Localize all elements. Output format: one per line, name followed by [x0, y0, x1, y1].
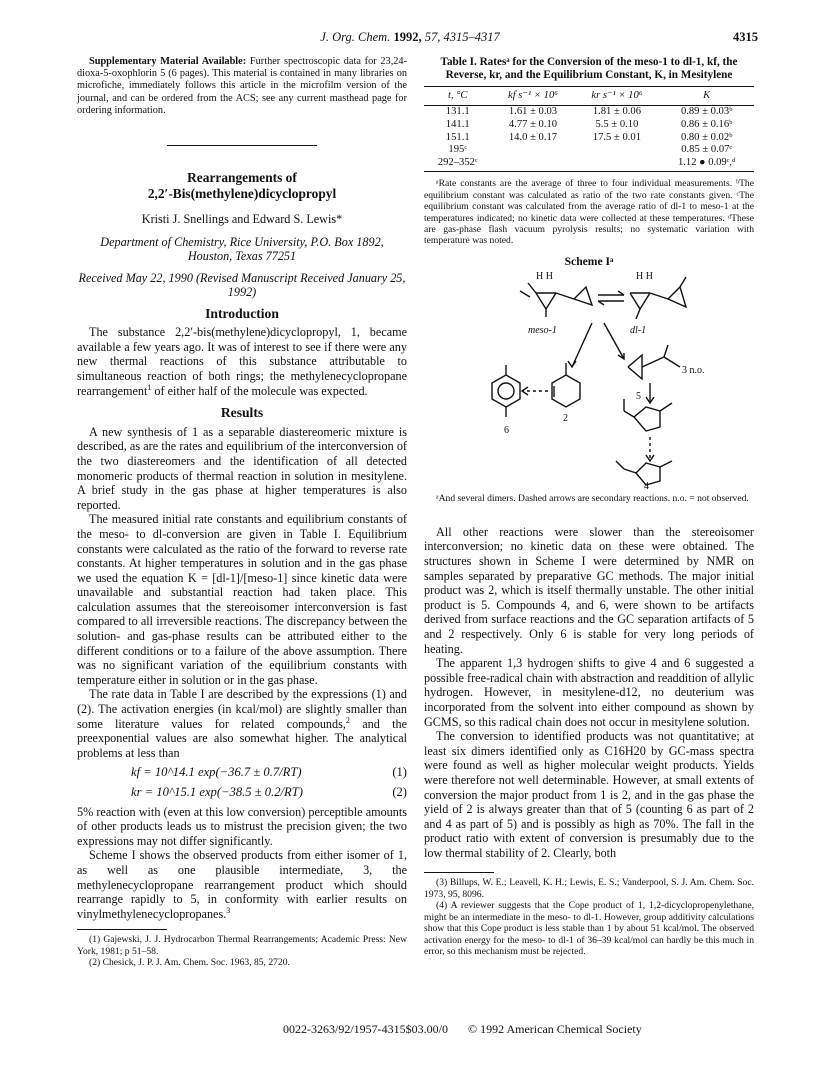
left-column — [77, 56, 407, 969]
journal-citation — [0, 30, 820, 45]
table-cell — [575, 157, 660, 172]
arrow-to-2 — [572, 323, 592, 367]
arrow-to-3 — [604, 323, 624, 359]
equation-1 — [77, 765, 407, 780]
scheme-label-hh-dl: H H — [636, 271, 653, 283]
introduction-heading: Introduction — [205, 305, 279, 321]
table-cell: 1.12 ● 0.09ᶜ,ᵈ — [659, 157, 754, 172]
table-row — [424, 144, 754, 157]
table-header-cell: t, °C — [424, 86, 491, 106]
table-cell — [491, 157, 574, 172]
equation-2-number: (2) — [392, 785, 407, 800]
equation-1-text: kf = 10^14.1 exp(−36.7 ± 0.7/RT) — [131, 765, 302, 780]
table-cell — [575, 144, 660, 157]
scheme-label-meso-1: meso-1 — [528, 325, 557, 337]
results-paragraph-5 — [77, 848, 407, 921]
equation-1-number: (1) — [392, 765, 407, 780]
table-cell: 131.1 — [445, 106, 470, 118]
introduction-paragraph — [77, 325, 407, 398]
footer-copyright: © 1992 American Chemical Society — [468, 1022, 642, 1036]
equation-2-text: kr = 10^15.1 exp(−38.5 ± 0.2/RT) — [131, 785, 303, 800]
table-cell: 141.1 — [445, 119, 470, 130]
scheme-drawing — [424, 271, 754, 491]
scheme-label-4: 4 — [644, 481, 649, 492]
results-paragraph-2: The measured initial rate constants and equilibrium constants of the meso- to dl-conversion are given in Table I. Equilibrium constants were calculated as the ratio of the forward to reverse rate constants. At higher temperatures in solution and in the gas phase we used the equation K = [dl-1]/[meso-1] since kinetic data were unavailable and substantial reaction had taken place. This calculation assumes that the stereoisomer interconversion is fast compared to all irreversible reactions. The discrepancy between the solution- and gas-phase results can be attributed either to the different conditions or to a failure of the above assumption. There was no significant variation of the equilibrium constants with temperature either in solution or in the gas phase. — [77, 512, 407, 687]
table-cell — [491, 144, 574, 157]
table-footnote: ᵃRate constants are the average of three to four individual measurements. ᵇThe equilibrium constant was calculated as ratio of the two rate constants given. ᶜThe equilibrium constant was calculated from the average ratio of dl-1 to meso-1 at the temperatures indicated; no kinetic data were collected at these temperatures. ᵈThese are gas-phase flash vacuum pyrolysis results; no systematic variation with temperature was noted. — [424, 178, 754, 247]
discussion-paragraph-1: All other reactions were slower than the stereoisomer interconversion; no kinetic data on these were obtained. The structures shown in Scheme I were determined by NMR on samples separated by preparative GC methods. The major initial product was 2, which is itself thermally unstable. The other initial product is 5. Compounds 4, and 6, were shown to be artifacts derived from surface reactions and the GC separation artifacts of 5 and 2 respectively. Only 6 is stable for very long periods of heating. — [424, 524, 754, 656]
table-cell: 195ᶜ — [448, 144, 468, 156]
scheme-title: Scheme Iᵃ — [564, 254, 614, 268]
rate-table — [424, 86, 754, 173]
results-paragraph-4: 5% reaction with (even at this low conversion) perceptible amounts of other products leads us to mistrust the precision given; the two expressions may not differ significantly. — [77, 804, 407, 848]
running-header — [0, 30, 820, 48]
article-received: Received May 22, 1990 (Revised Manuscript Received January 25, 1992) — [78, 270, 406, 299]
footnote-1: (1) Gajewski, J. J. Hydrocarbon Thermal Rearrangements; Academic Press: New York, 1981; p 51–58. — [77, 934, 407, 957]
results-p3-end: and the preexponential values are also somewhat higher. The analytical problems at less than — [77, 716, 407, 760]
table-row — [424, 157, 754, 172]
article-title-line2: 2,2′-Bis(methylene)dicyclopropyl — [147, 186, 337, 202]
table-caption: Table I. Ratesᵃ for the Conversion of the meso-1 to dl-1, kf, the Reverse, kr, and the Equilibrium Constant, K, in Mesitylene — [440, 56, 738, 82]
journal-volume: 57, — [424, 30, 441, 44]
table-row — [424, 119, 754, 132]
footnote-rule-right — [424, 872, 494, 873]
scheme-label-dl-1: dl-1 — [630, 325, 647, 337]
compound-5-structure — [624, 399, 672, 431]
results-p3-ref: 2 — [345, 715, 350, 725]
article-affiliation: Department of Chemistry, Rice University, P.O. Box 1892, Houston, Texas 77251 — [100, 234, 384, 263]
table-cell: 0.89 ± 0.03ᵇ — [680, 106, 733, 118]
table-row — [424, 106, 754, 119]
footnote-rule-left — [77, 929, 167, 930]
results-p5-ref: 3 — [226, 905, 231, 915]
scheme-label-5: 5 — [636, 391, 641, 403]
equation-2 — [77, 785, 407, 800]
table-cell: 1.81 ± 0.06 — [592, 106, 642, 118]
table-cell: 1.61 ± 0.03 — [508, 106, 558, 118]
scheme-label-6: 6 — [504, 425, 509, 437]
table-cell: 292–352ᶜ — [424, 157, 491, 172]
intro-text: The substance 2,2′-bis(methylene)dicyclopropyl, 1, became available a few years ago. It was of interest to see if there were any new thermal reactions of this substance attributable to simultaneous reaction of both rings; the methylenecyclopropane rearrangement — [77, 325, 407, 398]
table-cell: 0.85 ± 0.07ᶜ — [681, 144, 733, 156]
table-cell: 14.0 ± 0.17 — [508, 131, 558, 143]
supplementary-material — [77, 56, 407, 117]
journal-name: J. Org. Chem. — [320, 30, 391, 44]
results-heading: Results — [220, 405, 264, 421]
footnote-3: (3) Billups, W. E.; Leavell, K. H.; Lewis, E. S.; Vanderpool, S. J. Am. Chem. Soc. 1973, 95, 8096. — [424, 877, 754, 900]
journal-pages: 4315–4317 — [443, 30, 500, 44]
right-column — [424, 56, 754, 957]
intro-ref: 1 — [147, 382, 152, 392]
results-paragraph-3 — [77, 687, 407, 760]
table-cell: 151.1 — [445, 131, 470, 143]
dl-1-structure — [630, 277, 686, 319]
table-cell: 17.5 ± 0.01 — [592, 131, 642, 143]
discussion-paragraph-3: The conversion to identified products was not quantitative; at least six dimers identified only as C16H20 by GC-mass spectra were found as well as higher molecular weight products. Yields were therefore not well determinable. However, at small extents of conversion the major product from 1 is 2, and in the gas phase the yield of 2 is always greater than that of 5 (counting 6 as part of 2 and 4 as part of 5) and is possibly as high as 70%. The fall in the product ratio with extent of conversion is presumably due to the low thermal stability of 2. Clearly, both — [424, 729, 754, 860]
compound-3-structure — [628, 345, 680, 379]
results-p5-text: Scheme I shows the observed products from either isomer of 1, as well as one plausible intermediate, 3, the methylenecyclopropane rearrangement product which should rearrange rapidly to 5, in conformity with earlier results on vinylmethylenecyclopropanes. — [77, 848, 407, 921]
table-cell: 5.5 ± 0.10 — [595, 119, 639, 130]
results-p3-text: The rate data in Table I are described by the expressions (1) and (2). The activation energies (in kcal/mol) are slightly smaller than some literature values for related compounds, — [77, 687, 407, 731]
page-number: 4315 — [733, 30, 758, 44]
discussion-paragraph-2: The apparent 1,3 hydrogen shifts to give 4 and 6 suggested a possible free-radical chain with abstraction and readdition of allylic hydrogen. However, in mesitylene-d12, no deuterium was incorporated from the solvent into either compound as shown by GCMS, so this radical chain does not occur in mesitylene solution. — [424, 656, 754, 729]
table-header-cell: kf s⁻¹ × 10⁶ — [491, 86, 574, 106]
scheme-label-hh-meso: H H — [536, 271, 553, 283]
scheme-label-3: 3 n.o. — [682, 365, 705, 377]
scheme-label-2: 2 — [563, 413, 568, 425]
footnote-4: (4) A reviewer suggests that the Cope product of 1, 1,2-dicyclopropenylethane, might be an intermediate in the meso- to dl-1. However, group additivity calculations show that this Cope product is less stable than 1 by about 51 kcal/mol. The observed activation energy for the meso- to dl-1 of 36–39 kcal/mol can hardly be this much in error, so this mechanism must be rejected. — [424, 900, 754, 957]
table-row — [424, 132, 754, 145]
supplementary-label: Supplementary Material Available: — [89, 56, 247, 67]
equilibrium-arrows — [598, 291, 624, 305]
meso-1-structure — [520, 283, 592, 317]
compound-6-structure — [492, 365, 520, 417]
scheme-diagram — [424, 271, 754, 491]
table-cell: 0.86 ± 0.16ᵇ — [680, 119, 733, 130]
compound-2-structure — [552, 363, 580, 407]
supplementary-text: Further spectroscopic data for 23,24-dioxa-5-oxophlorin 5 (6 pages). This material is contained in many libraries on microfiche, immediately follows this article in the microfilm version of the journal, and can be ordered from the ACS; see any current masthead page for ordering information. — [77, 56, 408, 116]
table-cell: 4.77 ± 0.10 — [508, 119, 558, 130]
section-divider — [167, 145, 317, 146]
table-cell: 0.80 ± 0.02ᵇ — [680, 131, 733, 143]
table-header-row — [424, 86, 754, 106]
article-title-line1: Rearrangements of — [187, 170, 297, 186]
footnote-2: (2) Chesick, J. P. J. Am. Chem. Soc. 1963, 85, 2720. — [89, 957, 290, 969]
footer-code: 0022-3263/92/1957-4315$03.00/0 — [283, 1022, 448, 1036]
results-paragraph-1: A new synthesis of 1 as a separable diastereomeric mixture is described, as are the rates and equilibrium of the interconversion of the two diastereomers and the identification of all detected monomeric products of thermal reaction in solution in mesitylene. A brief study in the gas phase at higher temperatures is also reported. — [77, 424, 407, 512]
journal-year: 1992, — [393, 30, 422, 44]
scheme-note: ᵃAnd several dimers. Dashed arrows are secondary reactions. n.o. = not observed. — [436, 493, 749, 505]
table-header-cell: kr s⁻¹ × 10⁶ — [575, 86, 660, 106]
table-header-cell: K — [659, 86, 754, 106]
intro-text-end: of either half of the molecule was expected. — [151, 383, 368, 398]
article-authors: Kristi J. Snellings and Edward S. Lewis* — [141, 212, 343, 227]
